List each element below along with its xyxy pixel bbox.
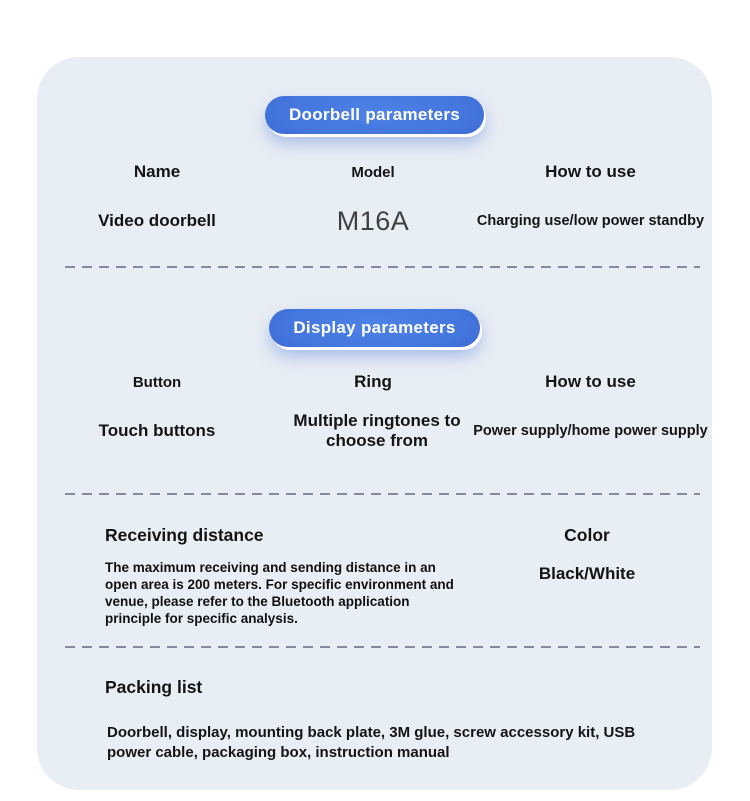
product-spec-card bbox=[37, 57, 712, 790]
receiving-distance-body: The maximum receiving and sending distance in an open area is 200 meters. For specific environment and venue, please refer to the Bluetooth application principle for specific analysis. bbox=[105, 560, 454, 626]
doorbell-value-row bbox=[37, 205, 712, 237]
power-use-header: How to use bbox=[545, 372, 636, 391]
doorbell-parameters-badge-row bbox=[37, 96, 712, 134]
section-divider bbox=[65, 266, 700, 268]
color-header: Color bbox=[564, 525, 610, 545]
how-to-use-value: Charging use/low power standby bbox=[476, 213, 705, 229]
packing-list-header: Packing list bbox=[105, 677, 203, 697]
receiving-distance-block bbox=[105, 525, 485, 627]
button-value: Touch buttons bbox=[98, 421, 216, 440]
display-parameters-badge-row bbox=[37, 309, 712, 347]
display-value-row bbox=[37, 409, 712, 453]
ring-value: Multiple ringtones to choose from bbox=[293, 411, 461, 450]
name-header: Name bbox=[133, 162, 181, 181]
model-header: Model bbox=[351, 163, 395, 181]
model-value: M16A bbox=[336, 205, 410, 236]
doorbell-header-row bbox=[37, 162, 712, 182]
doorbell-parameters-badge: Doorbell parameters bbox=[265, 96, 484, 134]
section-divider bbox=[65, 493, 700, 495]
ring-value-cell bbox=[277, 411, 469, 451]
button-header: Button bbox=[132, 373, 182, 391]
color-block bbox=[482, 525, 692, 584]
power-use-value: Power supply/home power supply bbox=[473, 423, 708, 439]
packing-list-body: Doorbell, display, mounting back plate, 3M glue, screw accessory kit, USB power cable, packaging box, instruction manual bbox=[107, 724, 636, 761]
ring-header: Ring bbox=[354, 372, 392, 391]
section-divider bbox=[65, 646, 700, 648]
display-parameters-badge: Display parameters bbox=[269, 309, 479, 347]
name-value: Video doorbell bbox=[98, 211, 216, 230]
display-header-row bbox=[37, 372, 712, 392]
receiving-distance-header: Receiving distance bbox=[105, 525, 264, 545]
color-value: Black/White bbox=[538, 564, 636, 583]
how-to-use-header: How to use bbox=[545, 162, 636, 181]
